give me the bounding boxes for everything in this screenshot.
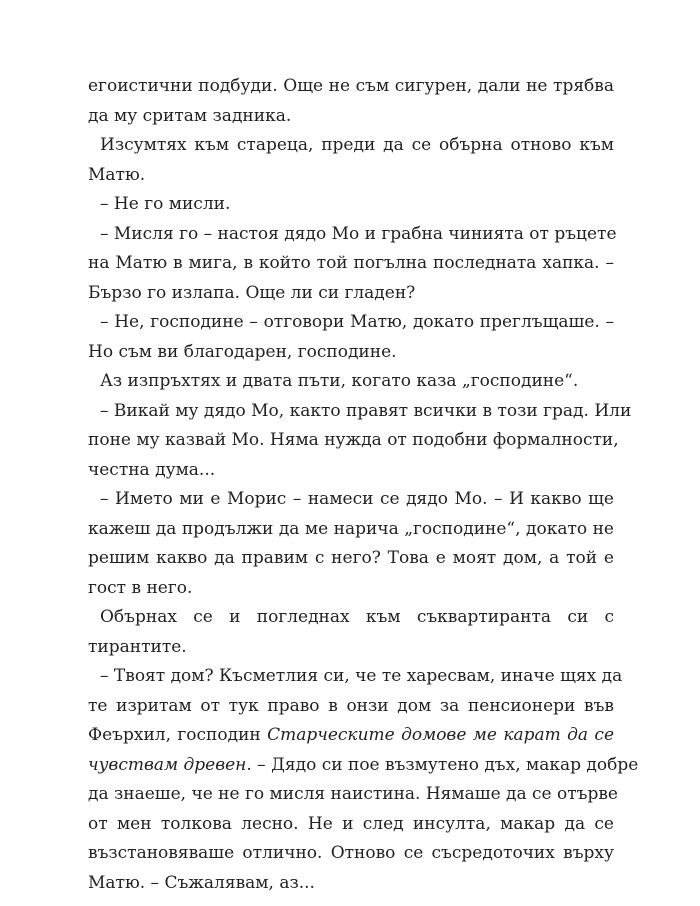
text-line-24-italic: чувствам древен. bbox=[88, 754, 252, 775]
text-line-16: кажеш да продължи да ме нарича „господине“, докато не bbox=[88, 518, 614, 539]
text-line-19: Обърнах се и погледнах към съквартиранта си с bbox=[100, 607, 614, 627]
text-line-1: егоистични подбуди. Още не съм сигурен, дали не трябва bbox=[88, 76, 614, 96]
text-line-6: – Мисля го – настоя дядо Мо и грабна чинията от ръцете bbox=[100, 223, 617, 244]
text-line-22: те изритам от тук право в онзи дом за пенсионери във bbox=[88, 695, 614, 716]
text-line-9: – Не, господине – отговори Матю, докато преглъщаше. – bbox=[100, 312, 614, 332]
text-line-24-plain: – Дядо си пое възмутено дъх, макар добре bbox=[251, 754, 639, 775]
text-line-12: – Викай му дядо Мо, както правят всички в този град. Или bbox=[100, 400, 632, 421]
text-line-15: – Името ми е Морис – намеси се дядо Мо. – И какво ще bbox=[100, 489, 614, 509]
text-line-26: от мен толкова лесно. Не и след инсулта, макар да се bbox=[88, 813, 614, 834]
text-line-25: да знаеше, че не го мисля наистина. Нямаше да се отърве bbox=[88, 784, 618, 804]
text-line-13: поне му казвай Мо. Няма нужда от подобни формалности, bbox=[88, 430, 619, 450]
text-line-8: Бързо го излапа. Още ли си гладен? bbox=[88, 282, 416, 303]
text-line-18: гост в него. bbox=[88, 577, 193, 598]
text-line-23 bbox=[88, 721, 614, 751]
text-line-14: честна дума... bbox=[88, 459, 216, 480]
text-line-27: възстановяваше отлично. Отново се съсредоточих върху bbox=[88, 843, 614, 863]
text-line-7: на Матю в мига, в който той погълна последната хапка. – bbox=[88, 253, 614, 273]
text-line-4: Матю. bbox=[88, 164, 146, 185]
text-line-11: Аз изпръхтях и двата пъти, когато каза „господине“. bbox=[100, 371, 579, 391]
text-line-24 bbox=[88, 751, 639, 781]
text-line-23-plain: Феърхил, господин bbox=[88, 725, 268, 745]
text-line-2: да му сритам задника. bbox=[88, 105, 292, 126]
text-line-3: Изсумтях към стареца, преди да се обърна отново към bbox=[100, 135, 614, 155]
text-line-28: Матю. – Съжалявам, аз... bbox=[88, 872, 315, 893]
text-line-21: – Твоят дом? Късметлия си, че те харесвам, иначе щях да bbox=[100, 666, 623, 686]
text-line-10: Но съм ви благодарен, господине. bbox=[88, 341, 397, 362]
text-line-5: – Не го мисли. bbox=[100, 194, 231, 214]
text-line-20: тирантите. bbox=[88, 636, 187, 657]
text-line-23-italic: Старческите домове ме карат да се bbox=[267, 725, 615, 745]
text-line-17: решим какво да правим с него? Това е моят дом, а той е bbox=[88, 548, 614, 568]
page-body bbox=[88, 72, 639, 898]
